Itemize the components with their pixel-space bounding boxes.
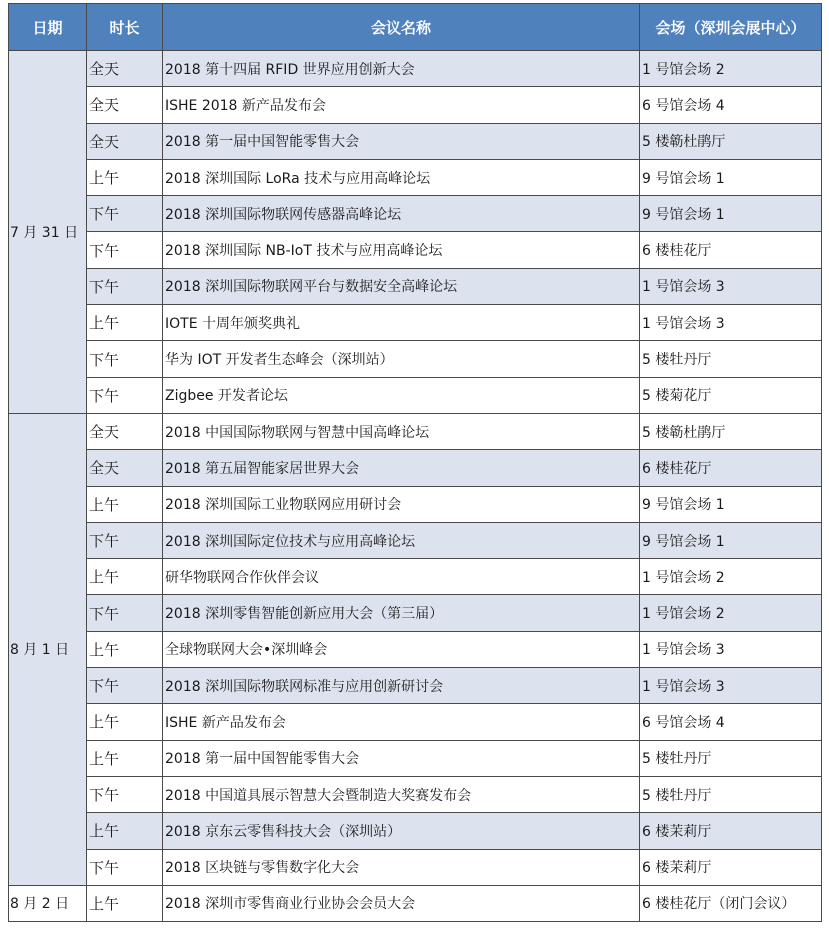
duration-cell: 全天 bbox=[87, 450, 163, 486]
conference-name-cell: 华为 IOT 开发者生态峰会（深圳站） bbox=[163, 341, 640, 377]
venue-cell: 9 号馆会场 1 bbox=[640, 196, 822, 232]
conference-name-cell: 研华物联网合作伙伴会议 bbox=[163, 559, 640, 595]
duration-cell: 全天 bbox=[87, 123, 163, 159]
table-row bbox=[9, 668, 822, 704]
conference-name-cell: 2018 深圳国际定位技术与应用高峰论坛 bbox=[163, 522, 640, 558]
table-row bbox=[9, 595, 822, 631]
conference-name-cell: IOTE 十周年颁奖典礼 bbox=[163, 305, 640, 341]
conference-name-cell: 2018 第十四届 RFID 世界应用创新大会 bbox=[163, 51, 640, 87]
table-row bbox=[9, 87, 822, 123]
venue-cell: 1 号馆会场 2 bbox=[640, 51, 822, 87]
duration-cell: 下午 bbox=[87, 776, 163, 812]
duration-cell: 上午 bbox=[87, 740, 163, 776]
table-row bbox=[9, 268, 822, 304]
table-row bbox=[9, 123, 822, 159]
duration-cell: 下午 bbox=[87, 668, 163, 704]
table-row bbox=[9, 232, 822, 268]
conference-name-cell: 2018 京东云零售科技大会（深圳站） bbox=[163, 813, 640, 849]
table-row bbox=[9, 813, 822, 849]
duration-cell: 下午 bbox=[87, 196, 163, 232]
venue-cell: 1 号馆会场 2 bbox=[640, 559, 822, 595]
header-duration: 时长 bbox=[87, 4, 163, 51]
venue-cell: 5 楼牡丹厅 bbox=[640, 341, 822, 377]
venue-cell: 6 楼桂花厅（闭门会议） bbox=[640, 885, 822, 921]
duration-cell: 全天 bbox=[87, 87, 163, 123]
table-row bbox=[9, 740, 822, 776]
duration-cell: 下午 bbox=[87, 377, 163, 413]
duration-cell: 下午 bbox=[87, 522, 163, 558]
table-row bbox=[9, 377, 822, 413]
venue-cell: 6 楼桂花厅 bbox=[640, 232, 822, 268]
duration-cell: 下午 bbox=[87, 595, 163, 631]
table-row bbox=[9, 776, 822, 812]
duration-cell: 下午 bbox=[87, 232, 163, 268]
duration-cell: 上午 bbox=[87, 631, 163, 667]
conference-name-cell: Zigbee 开发者论坛 bbox=[163, 377, 640, 413]
venue-cell: 1 号馆会场 3 bbox=[640, 668, 822, 704]
table-row bbox=[9, 159, 822, 195]
conference-name-cell: 2018 第五届智能家居世界大会 bbox=[163, 450, 640, 486]
duration-cell: 全天 bbox=[87, 51, 163, 87]
venue-cell: 6 楼茉莉厅 bbox=[640, 849, 822, 885]
duration-cell: 上午 bbox=[87, 885, 163, 921]
venue-cell: 5 楼牡丹厅 bbox=[640, 776, 822, 812]
conference-name-cell: 2018 第一届中国智能零售大会 bbox=[163, 123, 640, 159]
duration-cell: 上午 bbox=[87, 159, 163, 195]
duration-cell: 全天 bbox=[87, 413, 163, 449]
conference-schedule-table bbox=[8, 3, 822, 922]
duration-cell: 下午 bbox=[87, 341, 163, 377]
conference-name-cell: 2018 深圳国际物联网标准与应用创新研讨会 bbox=[163, 668, 640, 704]
venue-cell: 9 号馆会场 1 bbox=[640, 159, 822, 195]
conference-name-cell: 2018 区块链与零售数字化大会 bbox=[163, 849, 640, 885]
venue-cell: 5 楼菊花厅 bbox=[640, 377, 822, 413]
table-row bbox=[9, 305, 822, 341]
duration-cell: 上午 bbox=[87, 813, 163, 849]
table-row bbox=[9, 413, 822, 449]
conference-name-cell: 2018 深圳国际 NB-IoT 技术与应用高峰论坛 bbox=[163, 232, 640, 268]
duration-cell: 上午 bbox=[87, 559, 163, 595]
table-row bbox=[9, 704, 822, 740]
venue-cell: 1 号馆会场 3 bbox=[640, 305, 822, 341]
header-name: 会议名称 bbox=[163, 4, 640, 51]
table-row bbox=[9, 196, 822, 232]
venue-cell: 6 楼桂花厅 bbox=[640, 450, 822, 486]
header-row bbox=[9, 4, 822, 51]
venue-cell: 1 号馆会场 3 bbox=[640, 631, 822, 667]
date-cell: 8 月 1 日 bbox=[9, 413, 87, 885]
table-row bbox=[9, 341, 822, 377]
duration-cell: 下午 bbox=[87, 268, 163, 304]
date-cell: 7 月 31 日 bbox=[9, 51, 87, 414]
conference-name-cell: 2018 深圳国际物联网平台与数据安全高峰论坛 bbox=[163, 268, 640, 304]
table-row bbox=[9, 885, 822, 921]
duration-cell: 上午 bbox=[87, 704, 163, 740]
duration-cell: 下午 bbox=[87, 849, 163, 885]
conference-name-cell: 全球物联网大会•深圳峰会 bbox=[163, 631, 640, 667]
venue-cell: 1 号馆会场 2 bbox=[640, 595, 822, 631]
duration-cell: 上午 bbox=[87, 486, 163, 522]
header-date: 日期 bbox=[9, 4, 87, 51]
table-row bbox=[9, 51, 822, 87]
venue-cell: 9 号馆会场 1 bbox=[640, 486, 822, 522]
table-row bbox=[9, 631, 822, 667]
venue-cell: 6 楼茉莉厅 bbox=[640, 813, 822, 849]
conference-name-cell: 2018 深圳国际工业物联网应用研讨会 bbox=[163, 486, 640, 522]
conference-name-cell: 2018 中国道具展示智慧大会暨制造大奖赛发布会 bbox=[163, 776, 640, 812]
duration-cell: 上午 bbox=[87, 305, 163, 341]
conference-name-cell: 2018 第一届中国智能零售大会 bbox=[163, 740, 640, 776]
conference-name-cell: ISHE 2018 新产品发布会 bbox=[163, 87, 640, 123]
conference-name-cell: 2018 深圳国际 LoRa 技术与应用高峰论坛 bbox=[163, 159, 640, 195]
conference-name-cell: ISHE 新产品发布会 bbox=[163, 704, 640, 740]
conference-name-cell: 2018 深圳零售智能创新应用大会（第三届） bbox=[163, 595, 640, 631]
table-row bbox=[9, 450, 822, 486]
table-row bbox=[9, 486, 822, 522]
table-row bbox=[9, 559, 822, 595]
table-row bbox=[9, 522, 822, 558]
header-venue: 会场（深圳会展中心） bbox=[640, 4, 822, 51]
venue-cell: 6 号馆会场 4 bbox=[640, 87, 822, 123]
conference-name-cell: 2018 深圳市零售商业行业协会会员大会 bbox=[163, 885, 640, 921]
venue-cell: 5 楼簕杜鹃厅 bbox=[640, 123, 822, 159]
date-cell: 8 月 2 日 bbox=[9, 885, 87, 921]
schedule-body bbox=[9, 51, 822, 922]
venue-cell: 5 楼簕杜鹃厅 bbox=[640, 413, 822, 449]
conference-name-cell: 2018 深圳国际物联网传感器高峰论坛 bbox=[163, 196, 640, 232]
venue-cell: 6 号馆会场 4 bbox=[640, 704, 822, 740]
conference-name-cell: 2018 中国国际物联网与智慧中国高峰论坛 bbox=[163, 413, 640, 449]
venue-cell: 1 号馆会场 3 bbox=[640, 268, 822, 304]
venue-cell: 5 楼牡丹厅 bbox=[640, 740, 822, 776]
table-row bbox=[9, 849, 822, 885]
venue-cell: 9 号馆会场 1 bbox=[640, 522, 822, 558]
